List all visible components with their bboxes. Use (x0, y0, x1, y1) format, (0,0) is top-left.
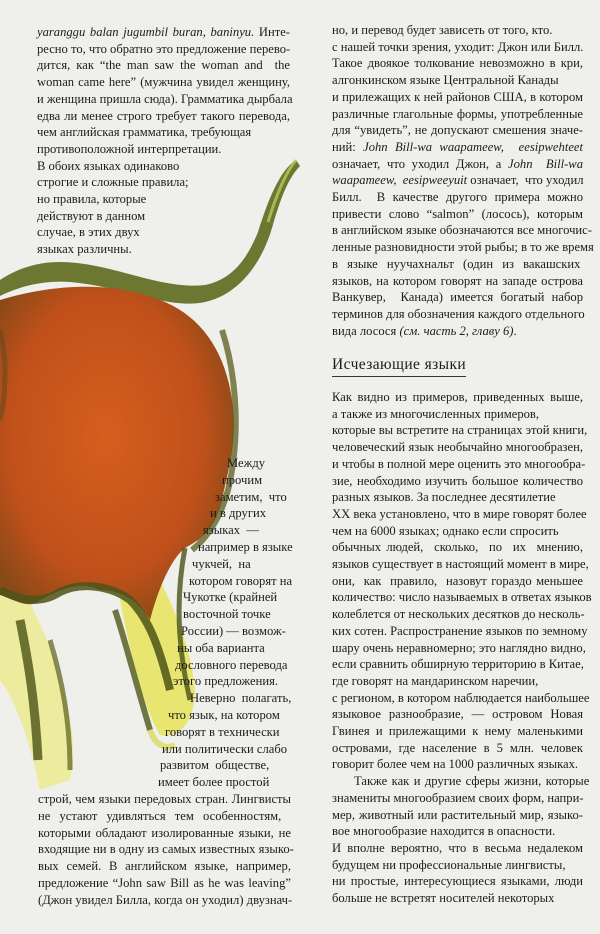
text-line (332, 206, 583, 222)
text-line (183, 589, 277, 605)
text-line (332, 456, 585, 472)
text-segment: различные глагольные формы, употребленные (332, 107, 583, 121)
text-line (332, 122, 583, 138)
text-line (332, 840, 583, 856)
text-line (158, 774, 269, 790)
text-segment: развитом обществе, (160, 758, 270, 772)
text-segment: ресно то, что обратно это предложение перево- (37, 42, 291, 56)
text-segment: Также как и другие сферы жизни, которые (332, 774, 590, 788)
text-line (173, 673, 278, 689)
text-segment: ни простые, интересующиеся языками, люди (332, 874, 583, 888)
text-segment: имеет более простой (158, 775, 270, 789)
text-segment: знамениты многообразием своих форм, напри- (332, 791, 584, 805)
text-line (332, 389, 583, 405)
text-line (198, 539, 293, 555)
text-line (37, 191, 146, 207)
section-heading: Исчезающие языки (332, 356, 466, 377)
text-segment: если сравнить обширную территорию в Китае, (332, 657, 584, 671)
text-segment: говорит более чем на 1000 различных языках. (332, 757, 579, 771)
text-segment: заметим, что (215, 490, 287, 504)
text-segment: Как видно из примеров, приведенных выше, (332, 390, 583, 404)
text-segment: (Джон увидел Билла, когда он уходил) двузнач- (38, 893, 293, 907)
text-line (192, 556, 251, 572)
text-segment: и в других (210, 506, 267, 520)
text-line (222, 472, 262, 488)
text-segment: и женщина пришла сюда). Грамматика дырбала (37, 92, 293, 106)
italic-text: waapameew, eesipweeyuit (332, 173, 468, 187)
text-line (332, 640, 586, 656)
text-segment: колеблется от нескольких десятков до несколь- (332, 607, 585, 621)
text-line (227, 455, 265, 471)
text-line (332, 873, 583, 889)
text-segment: и прилежащих к ней районов США, в котором (332, 90, 583, 104)
text-segment: означает, что уходил (467, 173, 584, 187)
text-segment: строгие и сложные правила; (37, 175, 189, 189)
text-segment: Гвинея и прилежащими к нему маленькими (332, 724, 583, 738)
text-line (332, 556, 589, 572)
text-line (37, 24, 290, 40)
text-line (38, 808, 281, 824)
text-line (332, 106, 583, 122)
text-segment: Неверно полагать, (190, 691, 292, 705)
text-segment: чем английская грамматика, требующая (37, 125, 252, 139)
text-line (332, 890, 554, 906)
text-line (332, 172, 583, 188)
text-line (332, 39, 583, 55)
text-segment: противоположной интерпретации. (37, 142, 222, 156)
text-line (168, 707, 280, 723)
text-line (165, 724, 280, 740)
text-segment: Билл. В качестве другого примера можно (332, 190, 583, 204)
text-line (181, 623, 286, 639)
text-segment: они, как правило, назовут гораздо меньшее (332, 574, 583, 588)
text-segment: что язык, на котором (168, 708, 280, 722)
text-line (38, 791, 291, 807)
text-line (210, 505, 266, 521)
text-line (37, 208, 145, 224)
text-segment: чукчей, на (192, 557, 251, 571)
text-line (37, 57, 290, 73)
text-line (332, 623, 588, 639)
text-line (332, 22, 552, 38)
text-line (332, 606, 585, 622)
text-line (332, 289, 583, 305)
text-segment: которыми обладают изолированные языки, не (38, 826, 291, 840)
text-line (332, 756, 578, 772)
italic-text: John Bill-wa waapameew, eesipwehteet (363, 140, 583, 154)
text-line (332, 857, 566, 873)
text-line (332, 222, 592, 238)
text-segment: больше не встретят носителей некоторых (332, 891, 555, 905)
text-segment: означает, что уходил Джон, а (332, 157, 509, 171)
text-line (332, 89, 583, 105)
text-segment: и чтобы в полной мере оценить это многообра- (332, 457, 586, 471)
text-line (332, 239, 594, 255)
text-segment: Ванкувер, Канада) имеется богатый набор (332, 290, 583, 304)
text-line (38, 825, 291, 841)
text-segment: терминов для обозначения каждого отдельного (332, 307, 585, 321)
text-line (332, 823, 555, 839)
text-line (37, 158, 179, 174)
text-line (37, 91, 293, 107)
text-segment: России) — возмож- (181, 624, 286, 638)
text-segment: чем на 6000 языках; однако если спросить (332, 524, 559, 538)
text-segment: XX века установлено, что в мире говорят более (332, 507, 587, 521)
text-segment: языков существует в настоящий момент в мире, (332, 557, 589, 571)
text-segment: ны оба варианта (177, 641, 265, 655)
text-segment: не устают удивляться тем особенностям, (38, 809, 282, 823)
text-line (332, 573, 583, 589)
text-segment: островами, где население в 5 млн. человек (332, 741, 583, 755)
text-segment: этого предложения. (173, 674, 279, 688)
text-line (332, 723, 583, 739)
text-line (175, 657, 287, 673)
text-segment: восточной точке (183, 607, 271, 621)
text-line (332, 439, 583, 455)
text-line (332, 656, 584, 672)
text-segment: языках — (203, 523, 259, 537)
text-line (332, 790, 584, 806)
text-segment: с нашей точки зрения, уходит: Джон или Билл. (332, 40, 584, 54)
text-segment: но, и перевод будет зависеть от того, кто. (332, 23, 553, 37)
text-segment: вое многообразие находится в опасности. (332, 824, 556, 838)
text-line (332, 523, 559, 539)
text-line (37, 224, 140, 240)
text-line (332, 673, 538, 689)
text-segment: количество: число называемых в ответах языков (332, 590, 592, 604)
text-line (37, 124, 251, 140)
text-segment: входящие ни в одну из самых известных языко- (38, 842, 294, 856)
text-line (332, 139, 583, 155)
text-segment: Такое двоякое толкование невозможно в кри, (332, 56, 583, 70)
text-line (332, 740, 583, 756)
text-segment: прочим (222, 473, 263, 487)
text-segment: В обоих языках одинаково (37, 159, 180, 173)
text-segment: предложение “John saw Bill as he was leaving” (38, 876, 291, 890)
text-segment: Инте- (254, 25, 290, 39)
text-line (332, 406, 539, 422)
text-line (183, 606, 271, 622)
text-segment: языков, на котором говорят на западе острова (332, 274, 583, 288)
text-line (38, 892, 292, 908)
text-line (332, 189, 583, 205)
text-line (332, 506, 587, 522)
text-line (160, 757, 269, 773)
text-segment: . (513, 324, 517, 338)
text-line (332, 773, 589, 789)
italic-text: John Bill-wa (508, 157, 583, 171)
text-segment: а также из многочисленных примеров, (332, 407, 540, 421)
text-line (37, 174, 189, 190)
text-segment: например в языке (198, 540, 293, 554)
text-segment: для “увидеть”, не допускают смешения значе- (332, 123, 583, 137)
text-line (332, 489, 556, 505)
text-segment: языковое разнообразие, — островом Новая (332, 707, 583, 721)
text-segment: И вполне вероятно, что в весьма недалеком (332, 841, 583, 855)
text-segment: ких сотен. Распространение языков по земному (332, 624, 588, 638)
text-segment: ний: (332, 140, 364, 154)
text-line (332, 306, 585, 322)
italic-text: yaranggu balan jugumbil buran, baninyu. (37, 25, 255, 39)
text-line (37, 141, 221, 157)
text-segment: мер, животный или растительный мир, языко- (332, 808, 583, 822)
text-line (332, 256, 580, 272)
text-line (332, 323, 517, 339)
text-line (38, 841, 294, 857)
text-segment: котором говорят на (189, 574, 293, 588)
text-line (332, 539, 583, 555)
text-line (332, 706, 583, 722)
text-segment: человеческий язык необычайно многообразен, (332, 440, 583, 454)
text-segment: будущем ни профессиональные лингвисты, (332, 858, 566, 872)
text-line (37, 108, 290, 124)
text-line (332, 690, 589, 706)
text-segment: языках различны. (37, 242, 132, 256)
text-segment: разных языков. За последнее десятилетие (332, 490, 556, 504)
text-line (332, 473, 583, 489)
text-segment: Чукотке (крайней (183, 590, 278, 604)
text-segment: зие, необходимо изучить большое количество (332, 474, 583, 488)
text-segment: ленные разновидности этой рыбы; в то же время (332, 240, 594, 254)
text-line (190, 690, 291, 706)
text-segment: обычных людей, сколько, по их мнению, (332, 540, 583, 554)
text-segment: случае, в этих двух (37, 225, 140, 239)
text-line (332, 156, 583, 172)
text-segment: которые вы встретите на страницах этой книги, (332, 423, 588, 437)
text-segment: woman came here” (мужчина увидел женщину, (37, 75, 290, 89)
text-line (37, 241, 132, 257)
text-line (215, 489, 287, 505)
text-line (332, 273, 583, 289)
text-segment: Между (227, 456, 266, 470)
text-segment: дословного перевода (175, 658, 288, 672)
text-line (38, 858, 291, 874)
text-line (332, 589, 592, 605)
text-segment: говорят в технически (165, 725, 280, 739)
text-segment: но правила, которые (37, 192, 147, 206)
text-segment: действуют в данном (37, 209, 146, 223)
text-line (38, 875, 291, 891)
text-segment: в языке нуучахнальт (один из вакашских (332, 257, 581, 271)
text-segment: едва ли менее строго требует такого перевода, (37, 109, 290, 123)
text-segment: в английском языке обозначаются все многочис- (332, 223, 592, 237)
text-line (177, 640, 265, 656)
text-line (332, 55, 583, 71)
text-segment: строй, чем языки передовых стран. Лингвисты (38, 792, 291, 806)
text-segment: вых семей. В английском языке, например, (38, 859, 291, 873)
text-line (203, 522, 259, 538)
text-segment: или политически слабо (162, 742, 288, 756)
text-segment: вида лосося (332, 324, 400, 338)
text-segment: с регионом, в котором наблюдается наибольшее (332, 691, 590, 705)
text-line (189, 573, 292, 589)
text-segment: алгонкинском языке Центральной Канады (332, 73, 559, 87)
text-segment: шару очень неравномерно; это наглядно видно, (332, 641, 586, 655)
text-line (37, 74, 290, 90)
text-line (332, 422, 587, 438)
text-line (332, 807, 583, 823)
italic-text: (см. часть 2, главу 6) (399, 324, 514, 338)
text-segment: где говорят на мандаринском наречии, (332, 674, 539, 688)
text-line (37, 41, 290, 57)
text-line (332, 72, 559, 88)
text-segment: привести слово “salmon” (лосось), которым (332, 207, 583, 221)
text-line (162, 741, 287, 757)
text-segment: дится, как “the man saw the woman and the (37, 58, 290, 72)
